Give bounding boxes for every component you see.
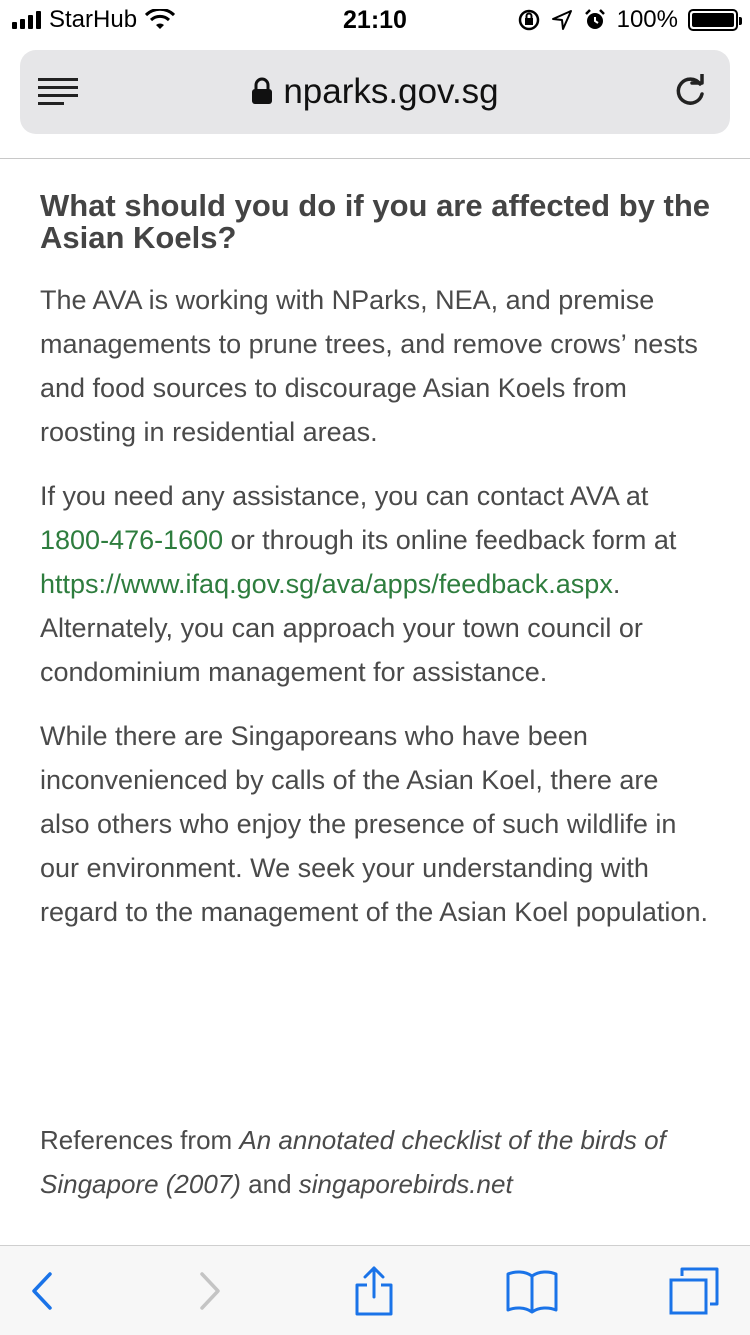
status-time: 21:10 — [343, 6, 407, 34]
article-content — [40, 190, 710, 954]
bookmarks-button[interactable] — [502, 1266, 562, 1316]
paragraph-2 — [40, 474, 710, 694]
refs-site: singaporebirds.net — [298, 1169, 513, 1199]
address-divider — [0, 158, 750, 159]
refs-middle: and — [240, 1169, 299, 1199]
phone-link[interactable]: 1800-476-1600 — [40, 525, 224, 555]
share-button[interactable] — [344, 1266, 404, 1316]
battery-percent: 100% — [616, 6, 678, 33]
paragraph-3: While there are Singaporeans who have been inconvenienced by calls of the Asian Koel, there are also others who enjoy the presence of such wildlife in our environment. We seek your understanding with regard to the management of the Asian Koel population. — [40, 721, 708, 927]
rotation-lock-icon — [517, 8, 541, 32]
status-bar — [0, 0, 750, 40]
forward-icon[interactable] — [198, 1271, 222, 1311]
back-button[interactable] — [12, 1266, 72, 1316]
forward-button[interactable] — [180, 1266, 240, 1316]
para2-text-b: or through its online feedback form at — [223, 525, 677, 555]
bottom-toolbar — [0, 1245, 750, 1335]
para2-text-a: If you need any assistance, you can contact AVA at — [40, 481, 649, 511]
url-text: nparks.gov.sg — [283, 72, 499, 111]
back-icon[interactable] — [30, 1271, 54, 1311]
alarm-icon — [583, 8, 607, 32]
status-right — [517, 6, 738, 34]
carrier-name: StarHub — [49, 6, 138, 33]
article-heading: What should you do if you are affected by the Asian Koels? — [40, 188, 710, 255]
url-display[interactable] — [20, 72, 730, 112]
tabs-icon[interactable] — [668, 1266, 720, 1316]
references — [40, 1118, 720, 1206]
battery-icon — [688, 9, 738, 31]
share-icon[interactable] — [354, 1265, 394, 1317]
lock-icon — [251, 77, 273, 105]
bookmarks-icon[interactable] — [505, 1268, 559, 1314]
feedback-link[interactable]: https://www.ifaq.gov.sg/ava/apps/feedback.aspx — [40, 569, 613, 599]
reload-icon[interactable] — [672, 74, 708, 110]
location-icon — [551, 9, 573, 31]
refs-prefix: References from — [40, 1125, 240, 1155]
refs-book-title: An annotated checklist of the birds of Singapore (2007) — [40, 1125, 666, 1199]
address-bar[interactable] — [20, 50, 730, 134]
paragraph-1: The AVA is working with NParks, NEA, and premise managements to prune trees, and remove crows’ nests and food sources to discourage Asian Koels from roosting in residential areas. — [40, 285, 698, 447]
tabs-button[interactable] — [664, 1266, 724, 1316]
para2-text-c: . Alternately, you can approach your town council or condominium management for assistance. — [40, 569, 643, 687]
